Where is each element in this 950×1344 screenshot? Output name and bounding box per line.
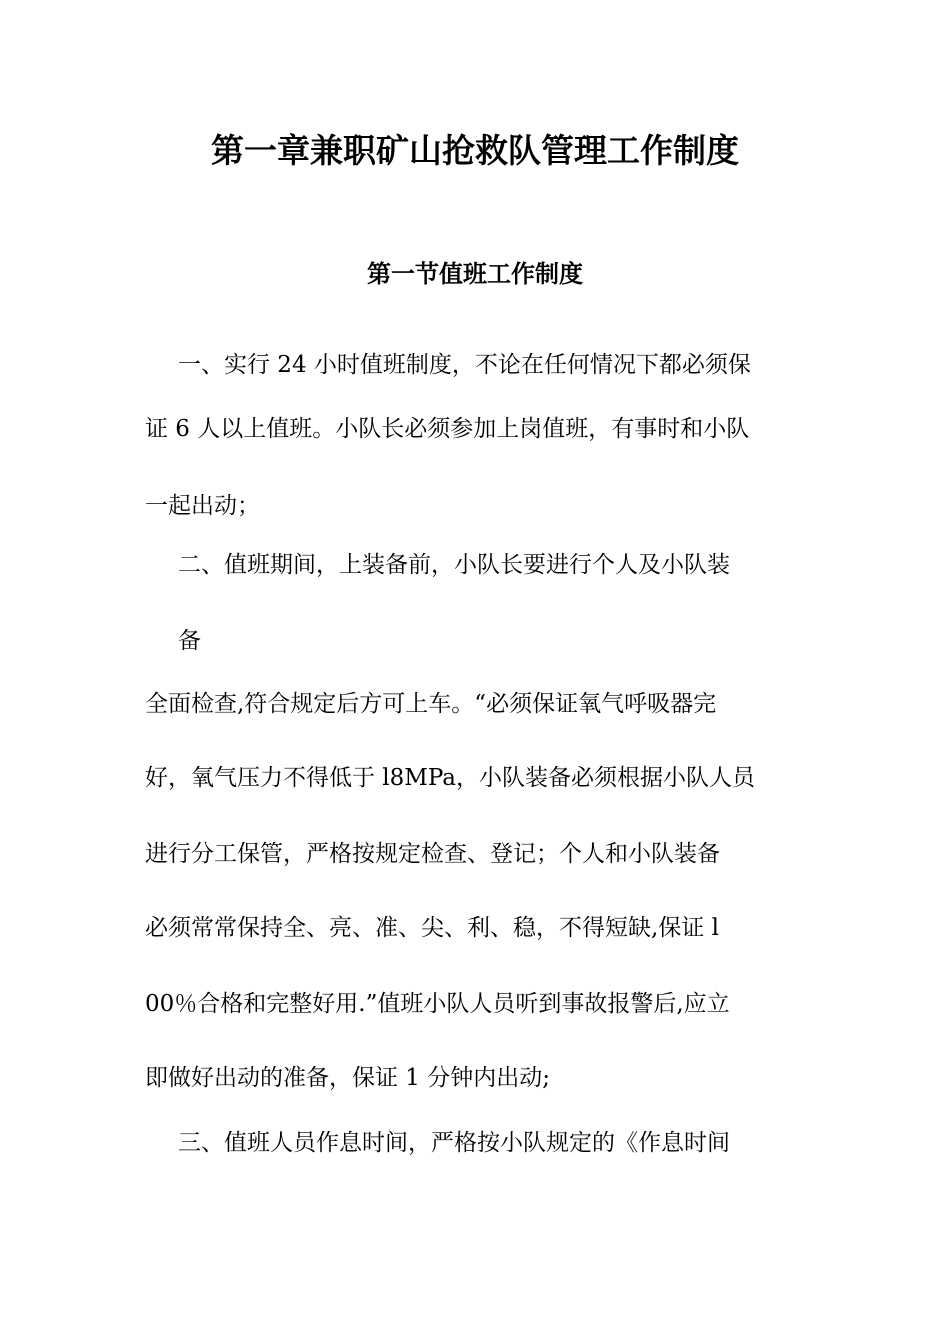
paragraph-line: 进行分工保管，严格按规定检查、登记；个人和小队装备: [145, 841, 720, 867]
paragraph-line: 备: [178, 628, 201, 654]
paragraph-line: 必须常常保持全、亮、准、尖、利、稳，不得短缺,保证 l: [145, 915, 719, 941]
section-title: 第一节值班工作制度: [367, 259, 583, 288]
chapter-title: 第一章兼职矿山抢救队管理工作制度: [211, 131, 739, 170]
paragraph-line: 即做好出动的准备，保证 1 分钟内出动;: [145, 1065, 551, 1091]
paragraph-line: 证 6 人以上值班。小队长必须参加上岗值班，有事时和小队: [145, 416, 750, 442]
paragraph-line: 00％合格和完整好用.”值班小队人员听到事故报警后,应立: [145, 991, 730, 1017]
paragraph-line: 好，氧气压力不得低于 l8MPa，小队装备必须根据小队人员: [145, 765, 756, 791]
paragraph-line: 一起出动；: [145, 493, 260, 519]
paragraph-line: 全面检查,符合规定后方可上车。“必须保证氧气呼吸器完: [145, 691, 717, 717]
paragraph-line: 三、值班人员作息时间，严格按小队规定的《作息时间: [178, 1130, 730, 1156]
paragraph-line: 一、实行 24 小时值班制度，不论在任何情况下都必须保: [178, 352, 751, 378]
paragraph-line: 二、值班期间，上装备前，小队长要进行个人及小队装: [178, 552, 730, 578]
